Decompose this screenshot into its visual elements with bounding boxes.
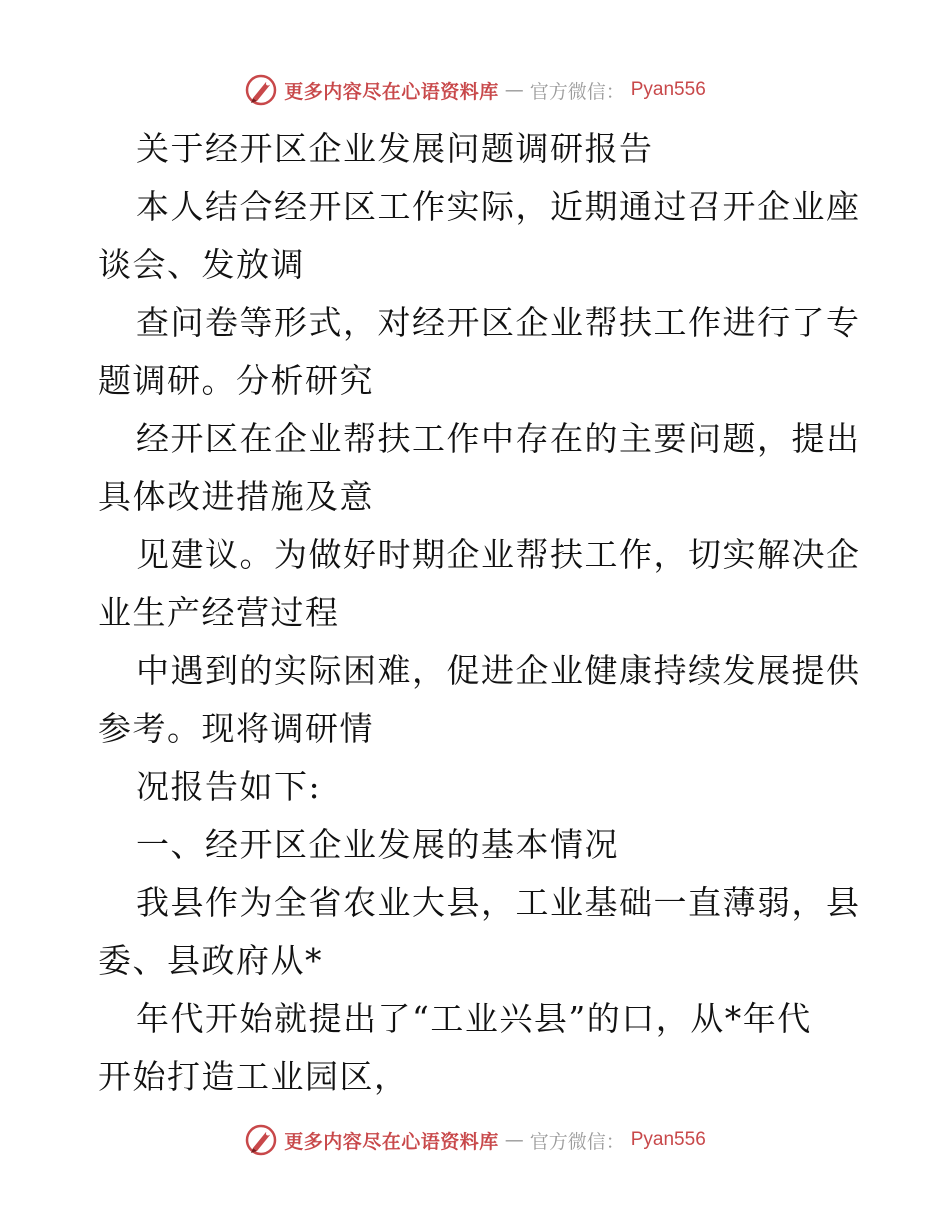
text-line: 我县作为全省农业大县，工业基础一直薄弱，县 [136, 883, 861, 922]
pen-logo-icon [244, 73, 278, 107]
banner-separator: — [504, 1129, 524, 1151]
section-heading: 一、经开区企业发展的基本情况 [136, 825, 619, 864]
text-line: 年代开始就提出了“工业兴县”的口，从*年代 [136, 999, 812, 1038]
footer-banner [0, 1120, 950, 1160]
banner-wechat-id: Pyan556 [630, 1129, 706, 1150]
text-line: 中遇到的实际困难，促进企业健康持续发展提供 [136, 651, 861, 690]
banner-wechat-id: Pyan556 [630, 79, 706, 100]
banner-text: 更多内容尽在心语资料库 [284, 80, 499, 103]
text-line: 委、县政府从* [98, 941, 323, 980]
text-line: 题调研。分析研究 [98, 361, 374, 400]
text-line: 具体改进措施及意 [98, 477, 374, 516]
text-line: 业生产经营过程 [98, 593, 340, 632]
document-body [98, 120, 861, 1106]
banner-wechat-label: 官方微信： [529, 80, 625, 103]
pen-logo-icon [244, 1123, 278, 1157]
header-banner [0, 70, 950, 110]
text-line: 经开区在企业帮扶工作中存在的主要问题，提出 [136, 419, 861, 458]
text-line: 见建议。为做好时期企业帮扶工作，切实解决企 [136, 535, 861, 574]
text-line: 谈会、发放调 [98, 245, 305, 284]
banner-separator: — [504, 79, 524, 101]
banner-text: 更多内容尽在心语资料库 [284, 1130, 499, 1153]
document-title: 关于经开区企业发展问题调研报告 [136, 129, 654, 168]
text-line: 本人结合经开区工作实际，近期通过召开企业座 [136, 187, 861, 226]
text-line: 况报告如下: [136, 767, 322, 806]
text-line: 开始打造工业园区， [98, 1057, 409, 1096]
text-line: 查问卷等形式，对经开区企业帮扶工作进行了专 [136, 303, 861, 342]
banner-wechat-label: 官方微信： [529, 1130, 625, 1153]
text-line: 参考。现将调研情 [98, 709, 374, 748]
